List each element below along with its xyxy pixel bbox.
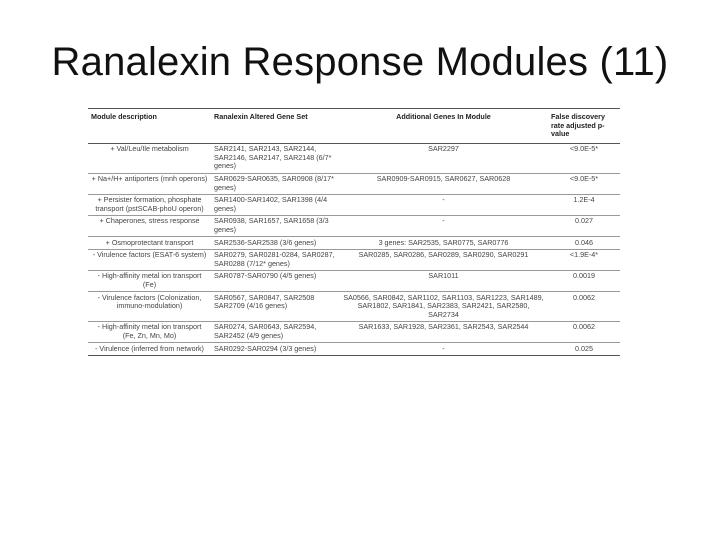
table-row — [88, 237, 620, 250]
cell-fdr: 0.0062 — [548, 292, 620, 322]
cell-additional: 3 genes: SAR2535, SAR0775, SAR0776 — [339, 237, 548, 250]
cell-additional: SAR0909-SAR0915, SAR0627, SAR0628 — [339, 173, 548, 194]
table-row — [88, 194, 620, 215]
cell-additional: - — [339, 343, 548, 356]
cell-altered: SAR1400-SAR1402, SAR1398 (4/4 genes) — [211, 194, 339, 215]
cell-altered: SAR2141, SAR2143, SAR2144, SAR2146, SAR2147, SAR2148 (6/7* genes) — [211, 143, 339, 173]
table-row — [88, 270, 620, 291]
cell-additional: - — [339, 215, 548, 236]
table-header — [88, 109, 620, 144]
cell-altered: SAR0274, SAR0643, SAR2594, SAR2452 (4/9 genes) — [211, 321, 339, 342]
modules-table — [88, 108, 620, 356]
cell-module: - Virulence factors (Colonization, immuno-modulation) — [88, 292, 211, 322]
cell-additional: SAR2297 — [339, 143, 548, 173]
table-row — [88, 249, 620, 270]
cell-fdr: <1.9E-4* — [548, 249, 620, 270]
cell-additional: SAR0285, SAR0286, SAR0289, SAR0290, SAR0291 — [339, 249, 548, 270]
cell-fdr: 0.046 — [548, 237, 620, 250]
cell-fdr: <9.0E-5* — [548, 173, 620, 194]
cell-module: - Virulence (inferred from network) — [88, 343, 211, 356]
cell-module: + Val/Leu/Ile metabolism — [88, 143, 211, 173]
header-altered-gene-set: Ranalexin Altered Gene Set — [211, 109, 339, 144]
cell-fdr: 0.0062 — [548, 321, 620, 342]
cell-fdr: 0.027 — [548, 215, 620, 236]
cell-additional: - — [339, 194, 548, 215]
table-row — [88, 343, 620, 356]
cell-altered: SAR0292-SAR0294 (3/3 genes) — [211, 343, 339, 356]
cell-module: + Osmoprotectant transport — [88, 237, 211, 250]
cell-fdr: <9.0E-5* — [548, 143, 620, 173]
cell-additional: SAR1633, SAR1928, SAR2361, SAR2543, SAR2544 — [339, 321, 548, 342]
cell-module: + Na+/H+ antiporters (mnh operons) — [88, 173, 211, 194]
table-row — [88, 321, 620, 342]
cell-module: - High-affinity metal ion transport (Fe) — [88, 270, 211, 291]
table-row — [88, 292, 620, 322]
table-body — [88, 143, 620, 355]
cell-altered: SAR0938, SAR1657, SAR1658 (3/3 genes) — [211, 215, 339, 236]
cell-additional: SA0566, SAR0842, SAR1102, SAR1103, SAR1223, SAR1489, SAR1802, SAR1841, SAR2383, SAR2421, SAR2580, SAR2734 — [339, 292, 548, 322]
header-module-description: Module description — [88, 109, 211, 144]
slide-title: Ranalexin Response Modules (11) — [51, 40, 669, 84]
modules-table-container — [88, 108, 620, 356]
cell-module: - Virulence factors (ESAT-6 system) — [88, 249, 211, 270]
cell-altered: SAR0787-SAR0790 (4/5 genes) — [211, 270, 339, 291]
cell-fdr: 0.0019 — [548, 270, 620, 291]
cell-fdr: 0.025 — [548, 343, 620, 356]
table-row — [88, 215, 620, 236]
cell-altered: SAR0629-SAR0635, SAR0908 (8/17* genes) — [211, 173, 339, 194]
table-row — [88, 173, 620, 194]
cell-altered: SAR0279, SAR0281-0284, SAR0287, SAR0288 (7/12* genes) — [211, 249, 339, 270]
header-row — [88, 109, 620, 144]
table-row — [88, 143, 620, 173]
cell-module: - High-affinity metal ion transport (Fe, Zn, Mn, Mo) — [88, 321, 211, 342]
cell-fdr: 1.2E-4 — [548, 194, 620, 215]
cell-altered: SAR0567, SAR0847, SAR2508 SAR2709 (4/16 genes) — [211, 292, 339, 322]
header-fdr-p-value: False discovery rate adjusted p-value — [548, 109, 620, 144]
cell-module: + Chaperones, stress response — [88, 215, 211, 236]
header-additional-genes: Additional Genes In Module — [339, 109, 548, 144]
cell-altered: SAR2536-SAR2538 (3/6 genes) — [211, 237, 339, 250]
cell-additional: SAR1011 — [339, 270, 548, 291]
cell-module: + Persister formation, phosphate transport (pstSCAB-phoU operon) — [88, 194, 211, 215]
